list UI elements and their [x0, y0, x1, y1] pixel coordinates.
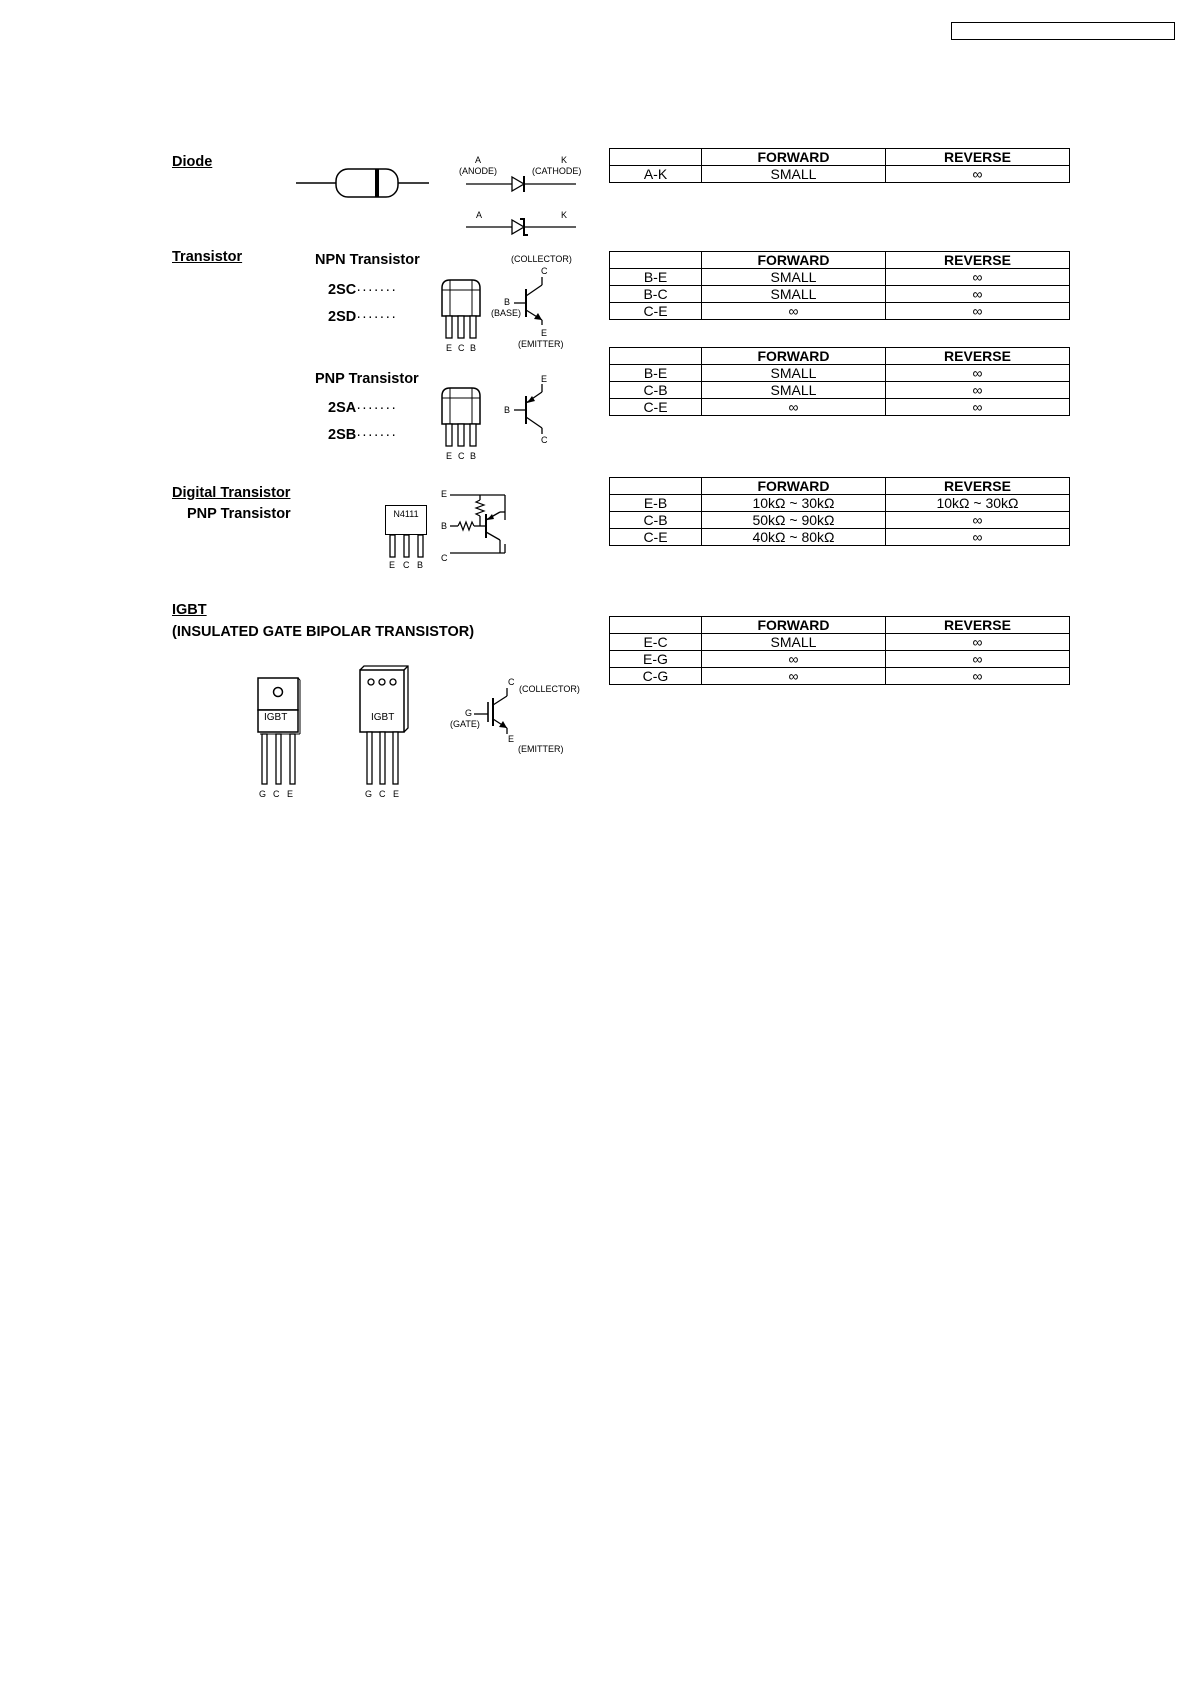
reverse-cell: ∞: [886, 529, 1070, 546]
table-row: [610, 512, 1070, 529]
forward-cell: SMALL: [702, 166, 886, 183]
igbt1-pin-c: C: [273, 789, 280, 799]
pnp-pin-b: B: [470, 451, 477, 461]
igbt-emitter-label: (EMITTER): [518, 744, 564, 754]
diode-package-drawing: [296, 164, 431, 202]
code-text: 2SA: [328, 400, 357, 416]
header-forward: FORWARD: [702, 617, 886, 634]
header-cell: [610, 252, 702, 269]
diode-symbol: [466, 174, 578, 194]
code-dots: ·······: [356, 309, 398, 325]
header-reverse: REVERSE: [886, 348, 1070, 365]
forward-cell: SMALL: [702, 382, 886, 399]
diode-table: [609, 148, 1070, 183]
terminal-cell: C-B: [610, 382, 702, 399]
zener-diode-symbol: [466, 217, 578, 237]
table-row: [610, 286, 1070, 303]
reverse-cell: ∞: [886, 651, 1070, 668]
npn-table: [609, 251, 1070, 320]
reverse-cell: 10kΩ ~ 30kΩ: [886, 495, 1070, 512]
igbt-package-1-label: IGBT: [264, 712, 288, 723]
reverse-cell: ∞: [886, 634, 1070, 651]
digital-transistor-title: Digital Transistor: [172, 485, 291, 501]
header-cell: [610, 478, 702, 495]
table-row: [610, 651, 1070, 668]
table-row: [610, 529, 1070, 546]
pnp-title: PNP Transistor: [315, 371, 419, 387]
npn-collector-label: (COLLECTOR): [511, 254, 572, 264]
table-header-row: [610, 149, 1070, 166]
igbt-package-2-drawing: [358, 666, 410, 788]
pnp-symbol: [512, 384, 552, 436]
npn-pin-e: E: [446, 343, 453, 353]
forward-cell: ∞: [702, 668, 886, 685]
table-row: [610, 269, 1070, 286]
digital-transistor-symbol: [450, 488, 510, 560]
header-reverse: REVERSE: [886, 478, 1070, 495]
digital-pin-c: C: [403, 560, 410, 570]
reverse-cell: ∞: [886, 286, 1070, 303]
igbt2-pin-e: E: [393, 789, 400, 799]
terminal-cell: A-K: [610, 166, 702, 183]
npn-package-drawing: [438, 278, 484, 342]
npn-title: NPN Transistor: [315, 252, 420, 268]
pnp-pin-c: C: [458, 451, 465, 461]
digital-pin-e: E: [389, 560, 396, 570]
table-header-row: [610, 617, 1070, 634]
terminal-cell: C-G: [610, 668, 702, 685]
reverse-cell: ∞: [886, 166, 1070, 183]
igbt-e-letter: E: [508, 734, 515, 744]
igbt-title: IGBT: [172, 602, 207, 618]
forward-cell: SMALL: [702, 269, 886, 286]
terminal-cell: C-E: [610, 529, 702, 546]
forward-cell: SMALL: [702, 286, 886, 303]
header-reverse: REVERSE: [886, 252, 1070, 269]
igbt-g-letter: G: [465, 708, 473, 718]
igbt-c-letter: C: [508, 677, 515, 687]
reverse-cell: ∞: [886, 382, 1070, 399]
reverse-cell: ∞: [886, 269, 1070, 286]
header-box: [951, 22, 1175, 40]
forward-cell: 40kΩ ~ 80kΩ: [702, 529, 886, 546]
igbt-symbol: [474, 686, 514, 736]
terminal-cell: E-B: [610, 495, 702, 512]
header-cell: [610, 617, 702, 634]
diode-title: Diode: [172, 154, 213, 170]
reverse-cell: ∞: [886, 303, 1070, 320]
npn-e-letter: E: [541, 328, 548, 338]
diode-cathode-label: (CATHODE): [532, 166, 582, 176]
reverse-cell: ∞: [886, 365, 1070, 382]
digital-package-pins: [386, 535, 428, 559]
header-forward: FORWARD: [702, 149, 886, 166]
npn-pin-b: B: [470, 343, 477, 353]
header-forward: FORWARD: [702, 348, 886, 365]
transistor-title: Transistor: [172, 249, 243, 265]
table-row: [610, 634, 1070, 651]
zener-anode-letter: A: [476, 210, 483, 220]
table-header-row: [610, 348, 1070, 365]
igbt-table: [609, 616, 1070, 685]
code-text: 2SD: [328, 309, 357, 325]
igbt1-pin-e: E: [287, 789, 294, 799]
digital-package: [385, 505, 427, 535]
terminal-cell: C-B: [610, 512, 702, 529]
diode-anode-label: (ANODE): [459, 166, 497, 176]
terminal-cell: C-E: [610, 399, 702, 416]
reverse-cell: ∞: [886, 399, 1070, 416]
diode-cathode-letter: K: [561, 155, 568, 165]
pnp-pin-e: E: [446, 451, 453, 461]
diode-anode-letter: A: [475, 155, 482, 165]
table-row: [610, 166, 1070, 183]
table-row: [610, 668, 1070, 685]
pnp-code-2sb: [328, 427, 397, 443]
digital-pin-b: B: [417, 560, 424, 570]
forward-cell: ∞: [702, 303, 886, 320]
table-row: [610, 495, 1070, 512]
terminal-cell: E-G: [610, 651, 702, 668]
forward-cell: ∞: [702, 399, 886, 416]
terminal-cell: C-E: [610, 303, 702, 320]
igbt2-pin-c: C: [379, 789, 386, 799]
npn-c-letter: C: [541, 266, 548, 276]
npn-symbol: [512, 275, 552, 325]
pnp-b-letter: B: [504, 405, 511, 415]
code-dots: ·······: [356, 427, 398, 443]
igbt-subtitle: (INSULATED GATE BIPOLAR TRANSISTOR): [172, 624, 475, 640]
reverse-cell: ∞: [886, 512, 1070, 529]
table-row: [610, 365, 1070, 382]
forward-cell: SMALL: [702, 634, 886, 651]
digital-c-letter: C: [441, 553, 448, 563]
digital-part-number: N4111: [393, 509, 419, 519]
header-cell: [610, 149, 702, 166]
forward-cell: SMALL: [702, 365, 886, 382]
npn-code-2sd: [328, 309, 397, 325]
npn-code-2sc: [328, 282, 397, 298]
header-cell: [610, 348, 702, 365]
terminal-cell: B-E: [610, 365, 702, 382]
npn-pin-c: C: [458, 343, 465, 353]
forward-cell: 10kΩ ~ 30kΩ: [702, 495, 886, 512]
digital-pnp-subtitle: PNP Transistor: [187, 506, 291, 522]
code-dots: ·······: [356, 282, 398, 298]
igbt-package-1-drawing: [256, 676, 302, 788]
table-header-row: [610, 252, 1070, 269]
forward-cell: 50kΩ ~ 90kΩ: [702, 512, 886, 529]
pnp-c-letter: C: [541, 435, 548, 445]
terminal-cell: B-E: [610, 269, 702, 286]
table-row: [610, 303, 1070, 320]
igbt1-pin-g: G: [259, 789, 267, 799]
digital-b-letter: B: [441, 521, 448, 531]
table-header-row: [610, 478, 1070, 495]
reverse-cell: ∞: [886, 668, 1070, 685]
pnp-e-letter: E: [541, 374, 548, 384]
forward-cell: ∞: [702, 651, 886, 668]
pnp-code-2sa: [328, 400, 397, 416]
pnp-package-drawing: [438, 386, 484, 450]
header-forward: FORWARD: [702, 252, 886, 269]
table-row: [610, 382, 1070, 399]
digital-e-letter: E: [441, 489, 448, 499]
terminal-cell: E-C: [610, 634, 702, 651]
igbt2-pin-g: G: [365, 789, 373, 799]
zener-cathode-letter: K: [561, 210, 568, 220]
pnp-table: [609, 347, 1070, 416]
igbt-collector-label: (COLLECTOR): [519, 684, 580, 694]
header-reverse: REVERSE: [886, 149, 1070, 166]
igbt-gate-label: (GATE): [450, 719, 480, 729]
code-text: 2SB: [328, 427, 357, 443]
npn-b-letter: B: [504, 297, 511, 307]
code-text: 2SC: [328, 282, 357, 298]
npn-emitter-label: (EMITTER): [518, 339, 564, 349]
digital-table: [609, 477, 1070, 546]
header-reverse: REVERSE: [886, 617, 1070, 634]
header-forward: FORWARD: [702, 478, 886, 495]
code-dots: ·······: [356, 400, 398, 416]
terminal-cell: B-C: [610, 286, 702, 303]
npn-base-label: (BASE): [491, 308, 522, 318]
table-row: [610, 399, 1070, 416]
igbt-package-2-label: IGBT: [371, 712, 395, 723]
